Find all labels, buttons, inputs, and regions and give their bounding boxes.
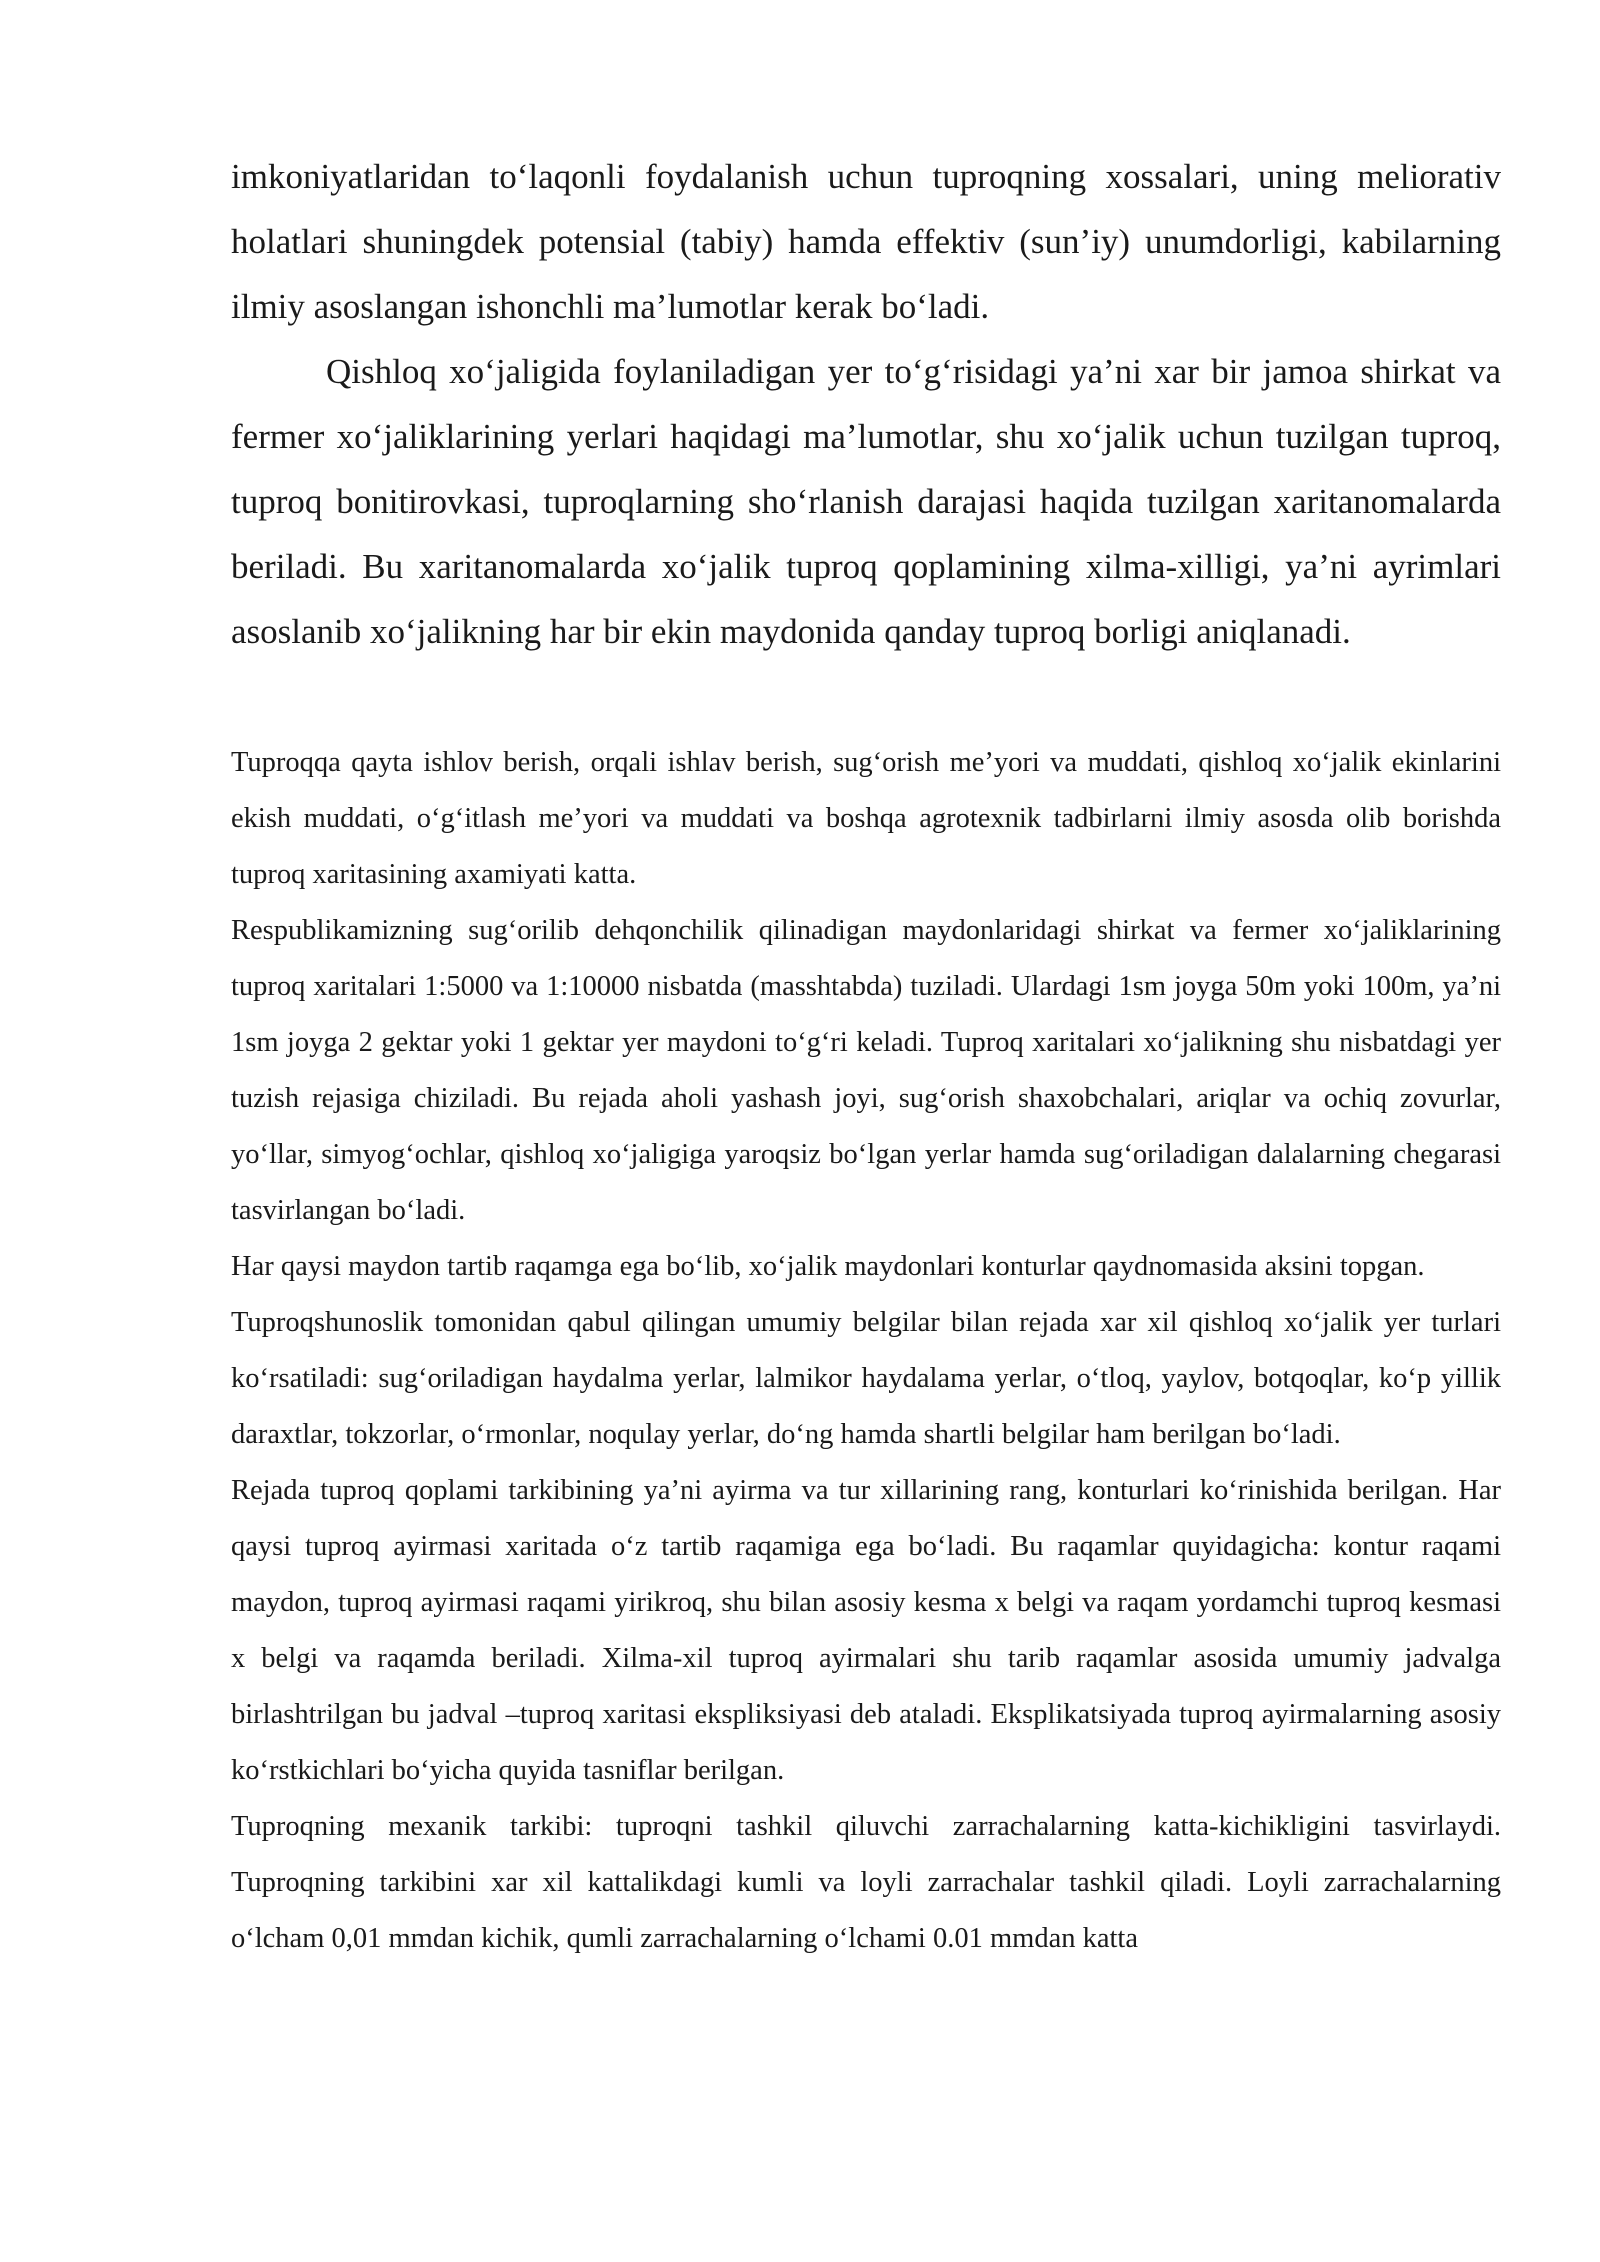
body-text-large (231, 144, 1501, 664)
paragraph: Tuproqshunoslik tomonidan qabul qilingan umumiy belgilar bilan rejada xar xil qishloq xo‘jalik yer turlari ko‘rsatiladi: sug‘oriladigan haydalma yerlar, lalmikor haydalama yerlar, o‘tloq, yaylov, botqoqlar, ko‘p yillik daraxtlar, tokzorlar, o‘rmonlar, noqulay yerlar, do‘ng hamda shartli belgilar ham berilgan bo‘ladi. (231, 1307, 1501, 1450)
paragraph: Respublikamizning sug‘orilib dehqonchilik qilinadigan maydonlaridagi shirkat va fermer xo‘jaliklarining tuproq xaritalari 1:5000 va 1:10000 nisbatda (masshtabda) tuziladi. Ulardagi 1sm joyga 50m yoki 100m, ya’ni 1sm joyga 2 gektar yoki 1 gektar yer maydoni to‘g‘ri keladi. Tuproq xaritalari xo‘jalikning shu nisbatdagi yer tuzish rejasiga chiziladi. Bu rejada aholi yashash joyi, sug‘orish shaxobchalari, ariqlar va ochiq zovurlar, yo‘llar, simyog‘ochlar, qishloq xo‘jaligiga yaroqsiz bo‘lgan yerlar hamda sug‘oriladigan dalalarning chegarasi tasvirlangan bo‘ladi. (231, 915, 1501, 1226)
paragraph: Qishloq xo‘jaligida foylaniladigan yer to‘g‘risidagi ya’ni xar bir jamoa shirkat va fermer xo‘jaliklarining yerlari haqidagi ma’lumotlar, shu xo‘jalik uchun tuzilgan tuproq, tuproq bonitirovkasi, tuproqlarning sho‘rlanish darajasi haqida tuzilgan xaritanomalarda beriladi. Bu xaritanomalarda xo‘jalik tuproq qoplamining xilma-xilligi, ya’ni ayrimlari asoslanib xo‘jalikning har bir ekin maydonida qanday tuproq borligi aniqlanadi. (231, 352, 1501, 651)
paragraph: Tuproqqa qayta ishlov berish, orqali ishlav berish, sug‘orish me’yori va muddati, qishloq xo‘jalik ekinlarini ekish muddati, o‘g‘itlash me’yori va muddati va boshqa agrotexnik tadbirlarni ilmiy asosda olib borishda tuproq xaritasining axamiyati katta. (231, 747, 1501, 890)
paragraph: Tuproqning mexanik tarkibi: tuproqni tashkil qiluvchi zarrachalarning katta-kichikligini tasvirlaydi. Tuproqning tarkibini xar xil kattalikdagi kumli va loyli zarrachalar tashkil qiladi. Loyli zarrachalarning o‘lcham 0,01 mmdan kichik, qumli zarrachalarning o‘lchami 0.01 mmdan katta (231, 1811, 1501, 1954)
paragraph: Har qaysi maydon tartib raqamga ega bo‘lib, xo‘jalik maydonlari konturlar qaydnomasida aksini topgan. (231, 1251, 1425, 1282)
body-text-small (231, 735, 1501, 1967)
paragraph: imkoniyatlaridan to‘laqonli foydalanish uchun tuproqning xossalari, uning meliorativ holatlari shuningdek potensial (tabiy) hamda effektiv (sun’iy) unumdorligi, kabilarning ilmiy asoslangan ishonchli ma’lumotlar kerak bo‘ladi. (231, 157, 1501, 326)
paragraph: Rejada tuproq qoplami tarkibining ya’ni ayirma va tur xillarining rang, konturlari ko‘rinishida berilgan. Har qaysi tuproq ayirmasi xaritada o‘z tartib raqamiga ega bo‘ladi. Bu raqamlar quyidagicha: kontur raqami maydon, tuproq ayirmasi raqami yirikroq, shu bilan asosiy kesma x belgi va raqam yordamchi tuproq kesmasi x belgi va raqamda beriladi. Xilma-xil tuproq ayirmalari shu tarib raqamlar asosida umumiy jadvalga birlashtrilgan bu jadval –tuproq xaritasi ekspliksiyasi deb ataladi. Eksplikatsiyada tuproq ayirmalarning asosiy ko‘rstkichlari bo‘yicha quyida tasniflar berilgan. (231, 1475, 1501, 1786)
